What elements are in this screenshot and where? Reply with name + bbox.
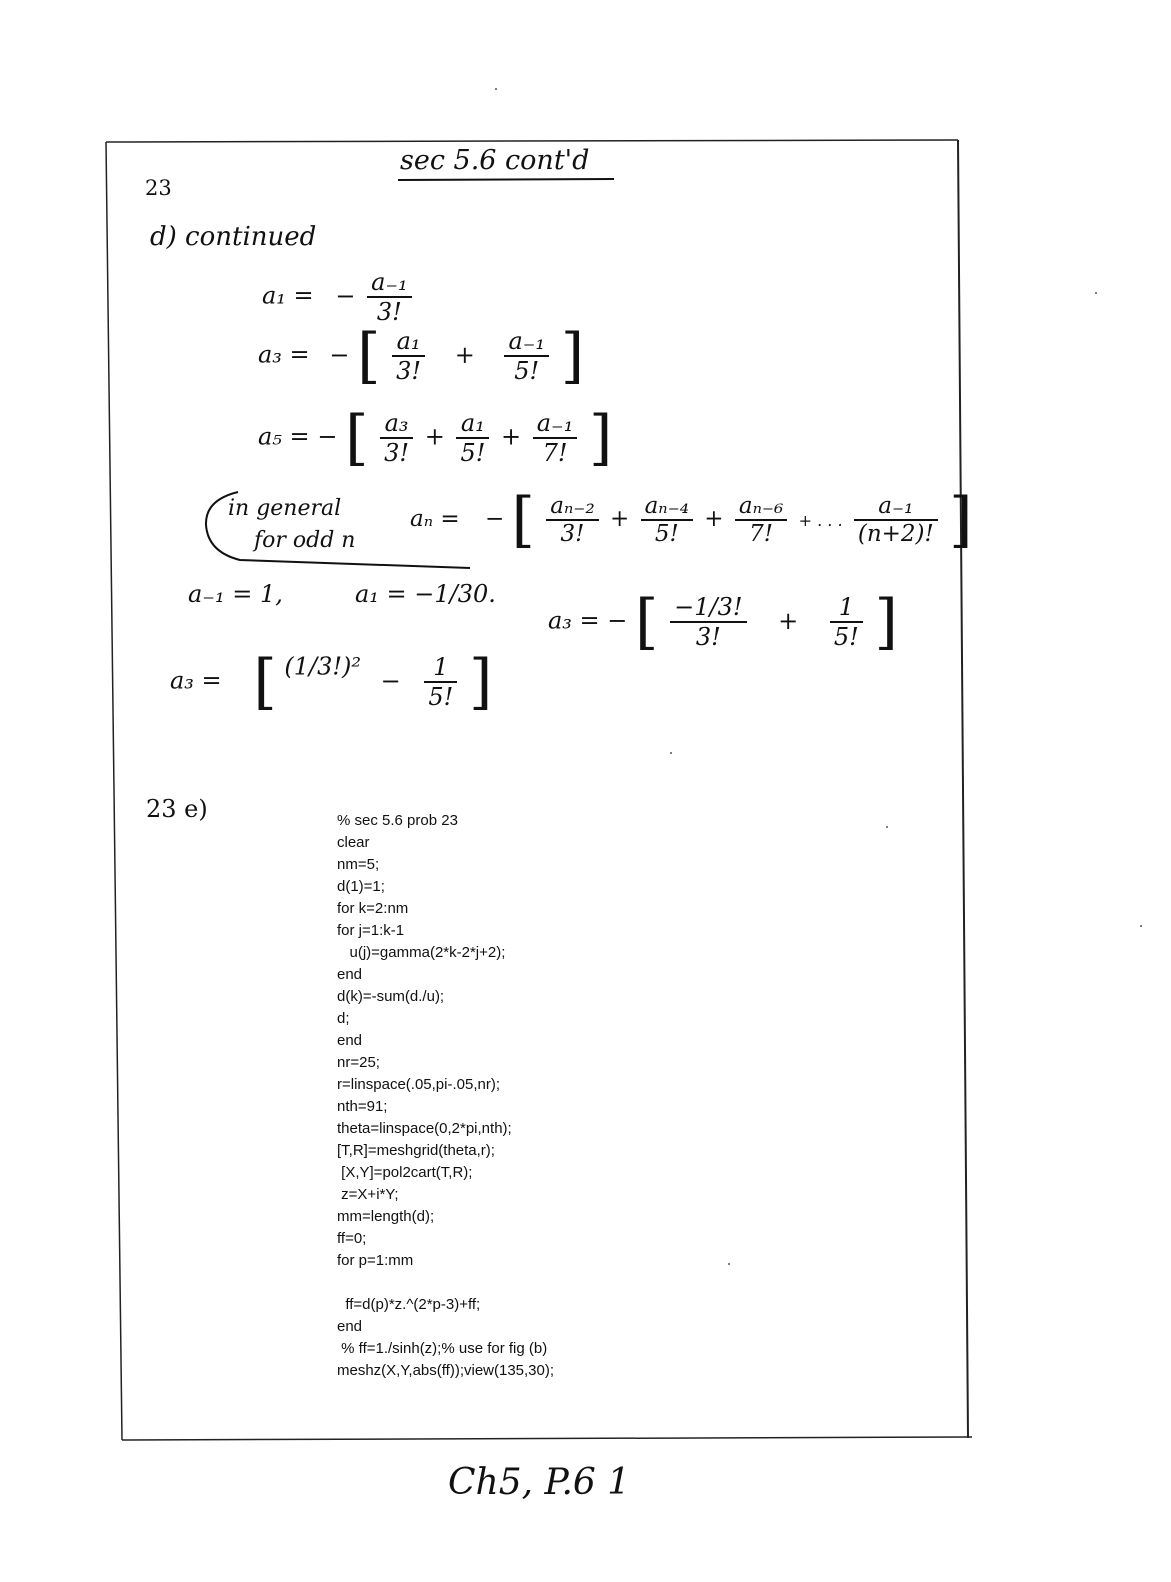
code-line: % sec 5.6 prob 23 — [337, 812, 458, 829]
matlab-code-listing — [337, 810, 554, 1382]
code-line: mm=length(d); — [337, 1208, 435, 1225]
code-line: meshz(X,Y,abs(ff));view(135,30); — [337, 1362, 555, 1379]
scan-speck — [728, 1263, 730, 1265]
scan-speck — [886, 826, 888, 828]
problem-number: 23 — [145, 176, 172, 200]
scan-speck — [670, 752, 672, 754]
scan-speck — [495, 88, 497, 90]
code-line: ff=0; — [337, 1230, 367, 1247]
code-line: end — [337, 1318, 363, 1335]
part-e-label: 23 e) — [146, 795, 208, 823]
eq-a5: a₅ = − [ $\frac{\text{a₃}}{3!}$ + $\frac{\text{a₁}}{5!}$ + $\frac{\text{a₋₁}}{7!}$ ] — [258, 403, 613, 473]
value-a1: a₁ = −1/30. — [355, 580, 496, 608]
page-title: sec 5.6 cont'd — [400, 145, 590, 176]
code-line: nm=5; — [337, 856, 380, 873]
title-underline — [398, 179, 614, 180]
code-line: for p=1:mm — [337, 1252, 414, 1269]
code-line — [337, 1272, 554, 1294]
part-d-label: d) continued — [150, 222, 317, 252]
code-line: z=X+i*Y; — [337, 1186, 399, 1203]
code-line: % ff=1./sinh(z);% use for fig (b) — [337, 1340, 548, 1357]
code-line: nth=91; — [337, 1098, 388, 1115]
code-line: end — [337, 966, 363, 983]
scan-speck — [1140, 925, 1142, 927]
footer-page-label: Ch5, P.6 1 — [448, 1462, 631, 1503]
general-note-line2: for odd n — [254, 528, 356, 553]
scan-speck — [1095, 292, 1097, 294]
eq-a3: a₃ = − [ $\frac{\text{a₁}}{3!}$ + $\frac{\text{a₋₁}}{5!}$ ] — [258, 321, 585, 391]
code-line: for k=2:nm — [337, 900, 409, 917]
eq-a3-values: a₃ = − [ $\frac{-1/3!}{3!}$ + $\frac{1}{5!}$ ] — [548, 587, 898, 657]
code-line: r=linspace(.05,pi-.05,nr); — [337, 1076, 500, 1093]
code-line: d; — [337, 1010, 350, 1027]
eq-a1: a₁ = − $\frac{\text{a₋₁}}{3!}$ — [262, 268, 416, 326]
code-line: for j=1:k-1 — [337, 922, 405, 939]
eq-a3-result: a₃ = [ (1/3!)² − $\frac{1}{5!}$ ] — [170, 647, 493, 717]
eq-general: aₙ = − [ $\frac{\text{aₙ₋₂}}{3!}$ + $\frac{\text{aₙ₋₄}}{5!}$ + $\frac{\text{aₙ₋₆}}{7!}$ + . . . $\frac{\text{a₋₁}}{(n+2)!}$ ] — [410, 485, 973, 555]
code-line: [T,R]=meshgrid(theta,r); — [337, 1142, 495, 1159]
code-line: d(k)=-sum(d./u); — [337, 988, 445, 1005]
code-line: theta=linspace(0,2*pi,nth); — [337, 1120, 512, 1137]
code-line: nr=25; — [337, 1054, 380, 1071]
code-line: [X,Y]=pol2cart(T,R); — [337, 1164, 473, 1181]
code-line: clear — [337, 834, 370, 851]
code-line: d(1)=1; — [337, 878, 385, 895]
value-a-minus1: a₋₁ = 1, — [188, 580, 283, 608]
code-line: end — [337, 1032, 363, 1049]
code-line: ff=d(p)*z.^(2*p-3)+ff; — [337, 1296, 481, 1313]
general-note-line1: in general — [228, 496, 342, 521]
code-line: u(j)=gamma(2*k-2*j+2); — [337, 944, 506, 961]
